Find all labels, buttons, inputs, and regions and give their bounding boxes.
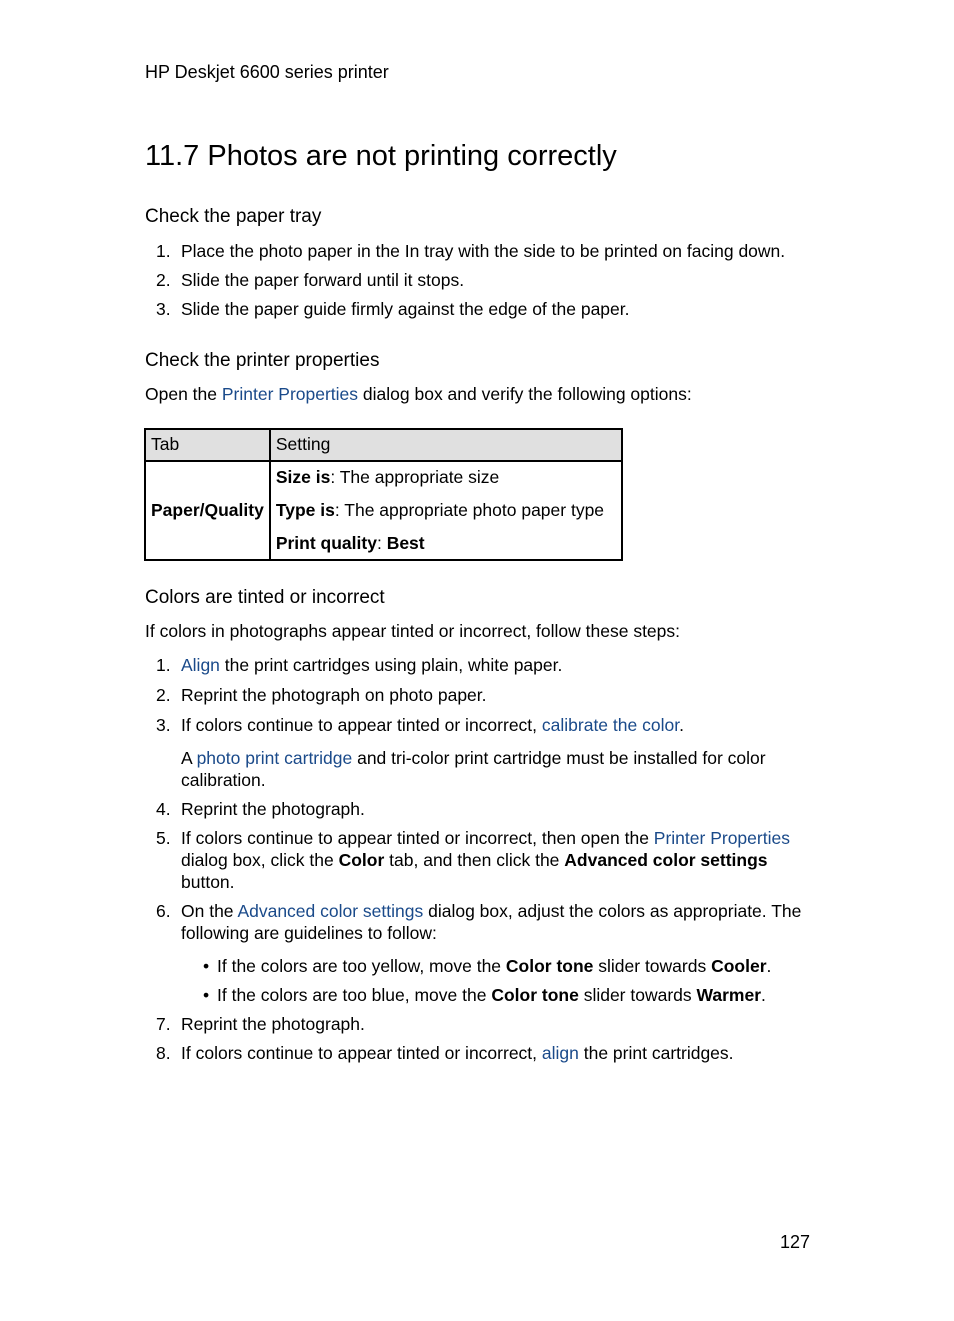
list-item: 4. Reprint the photograph. (156, 799, 365, 819)
colors-intro: If colors in photographs appear tinted or incorrect, follow these steps: (145, 621, 681, 641)
tab-cell: Paper/Quality (145, 461, 270, 560)
heading-colors-tinted: Colors are tinted or incorrect (145, 587, 385, 608)
calibration-note: A photo print cartridge and tri-color print cartridge must be installed for color calibration. (181, 748, 766, 790)
printer-properties-intro: Open the Printer Properties dialog box and verify the following options: (145, 384, 692, 404)
setting-type: Type is: The appropriate photo paper type (275, 500, 605, 520)
list-item: 3. Slide the paper guide firmly against the edge of the paper. (156, 299, 630, 319)
list-item: 7. Reprint the photograph. (156, 1014, 365, 1034)
page-title: 11.7 Photos are not printing correctly (145, 140, 617, 172)
advanced-color-settings-link[interactable]: Advanced color settings (237, 901, 424, 921)
list-item: 6. On the Advanced color settings dialog box, adjust the colors as appropriate. The following are guidelines to follow: • If the colors are too yellow, move the Color tone slider towards Cooler. • If the colors are too blue, move the Color tone slider towards Warmer. (145, 900, 805, 1006)
list-item: 5. If colors continue to appear tinted or incorrect, then open the Printer Properties dialog box, click the Color tab, and then click the Advanced color settings button. (156, 828, 790, 892)
heading-check-printer-properties: Check the printer properties (145, 350, 380, 371)
table-header-tab: Tab (145, 429, 270, 461)
printer-properties-link-2[interactable]: Printer Properties (653, 828, 790, 848)
list-item: 3. If colors continue to appear tinted or incorrect, calibrate the color. A photo print cartridge and tri-color print cartridge must be installed for color calibration. (145, 714, 805, 791)
setting-print-quality: Print quality: Best (275, 533, 425, 553)
page-number: 127 (780, 1232, 811, 1252)
align-link-2[interactable]: align (541, 1043, 579, 1063)
list-item: 2. Slide the paper forward until it stops. (156, 270, 465, 290)
table-header-setting: Setting (270, 429, 622, 461)
settings-cell (270, 461, 622, 560)
bullet-icon: • (203, 956, 210, 976)
printer-properties-link[interactable]: Printer Properties (221, 384, 359, 404)
list-item: • If the colors are too yellow, move the Color tone slider towards Cooler. (203, 956, 772, 976)
list-item: 1. Align the print cartridges using plain, white paper. (156, 655, 563, 675)
align-link[interactable]: Align (181, 655, 220, 675)
calibrate-color-link[interactable]: calibrate the color (541, 715, 680, 735)
list-item: • If the colors are too blue, move the Color tone slider towards Warmer. (203, 985, 766, 1005)
list-item: 2. Reprint the photograph on photo paper. (156, 685, 487, 705)
table-row (145, 461, 622, 560)
setting-size: Size is: The appropriate size (275, 467, 500, 487)
running-header: HP Deskjet 6600 series printer (145, 62, 389, 82)
photo-print-cartridge-link[interactable]: photo print cartridge (196, 748, 353, 768)
heading-check-paper-tray: Check the paper tray (145, 206, 322, 227)
printer-properties-table (144, 428, 623, 561)
list-item: 1. Place the photo paper in the In tray with the side to be printed on facing down. (156, 241, 786, 261)
color-guidelines-list (181, 955, 805, 1006)
bullet-icon: • (203, 985, 210, 1005)
list-item: 8. If colors continue to appear tinted or incorrect, align the print cartridges. (156, 1043, 734, 1063)
paper-tray-steps (145, 240, 805, 320)
colors-steps (145, 654, 805, 1064)
